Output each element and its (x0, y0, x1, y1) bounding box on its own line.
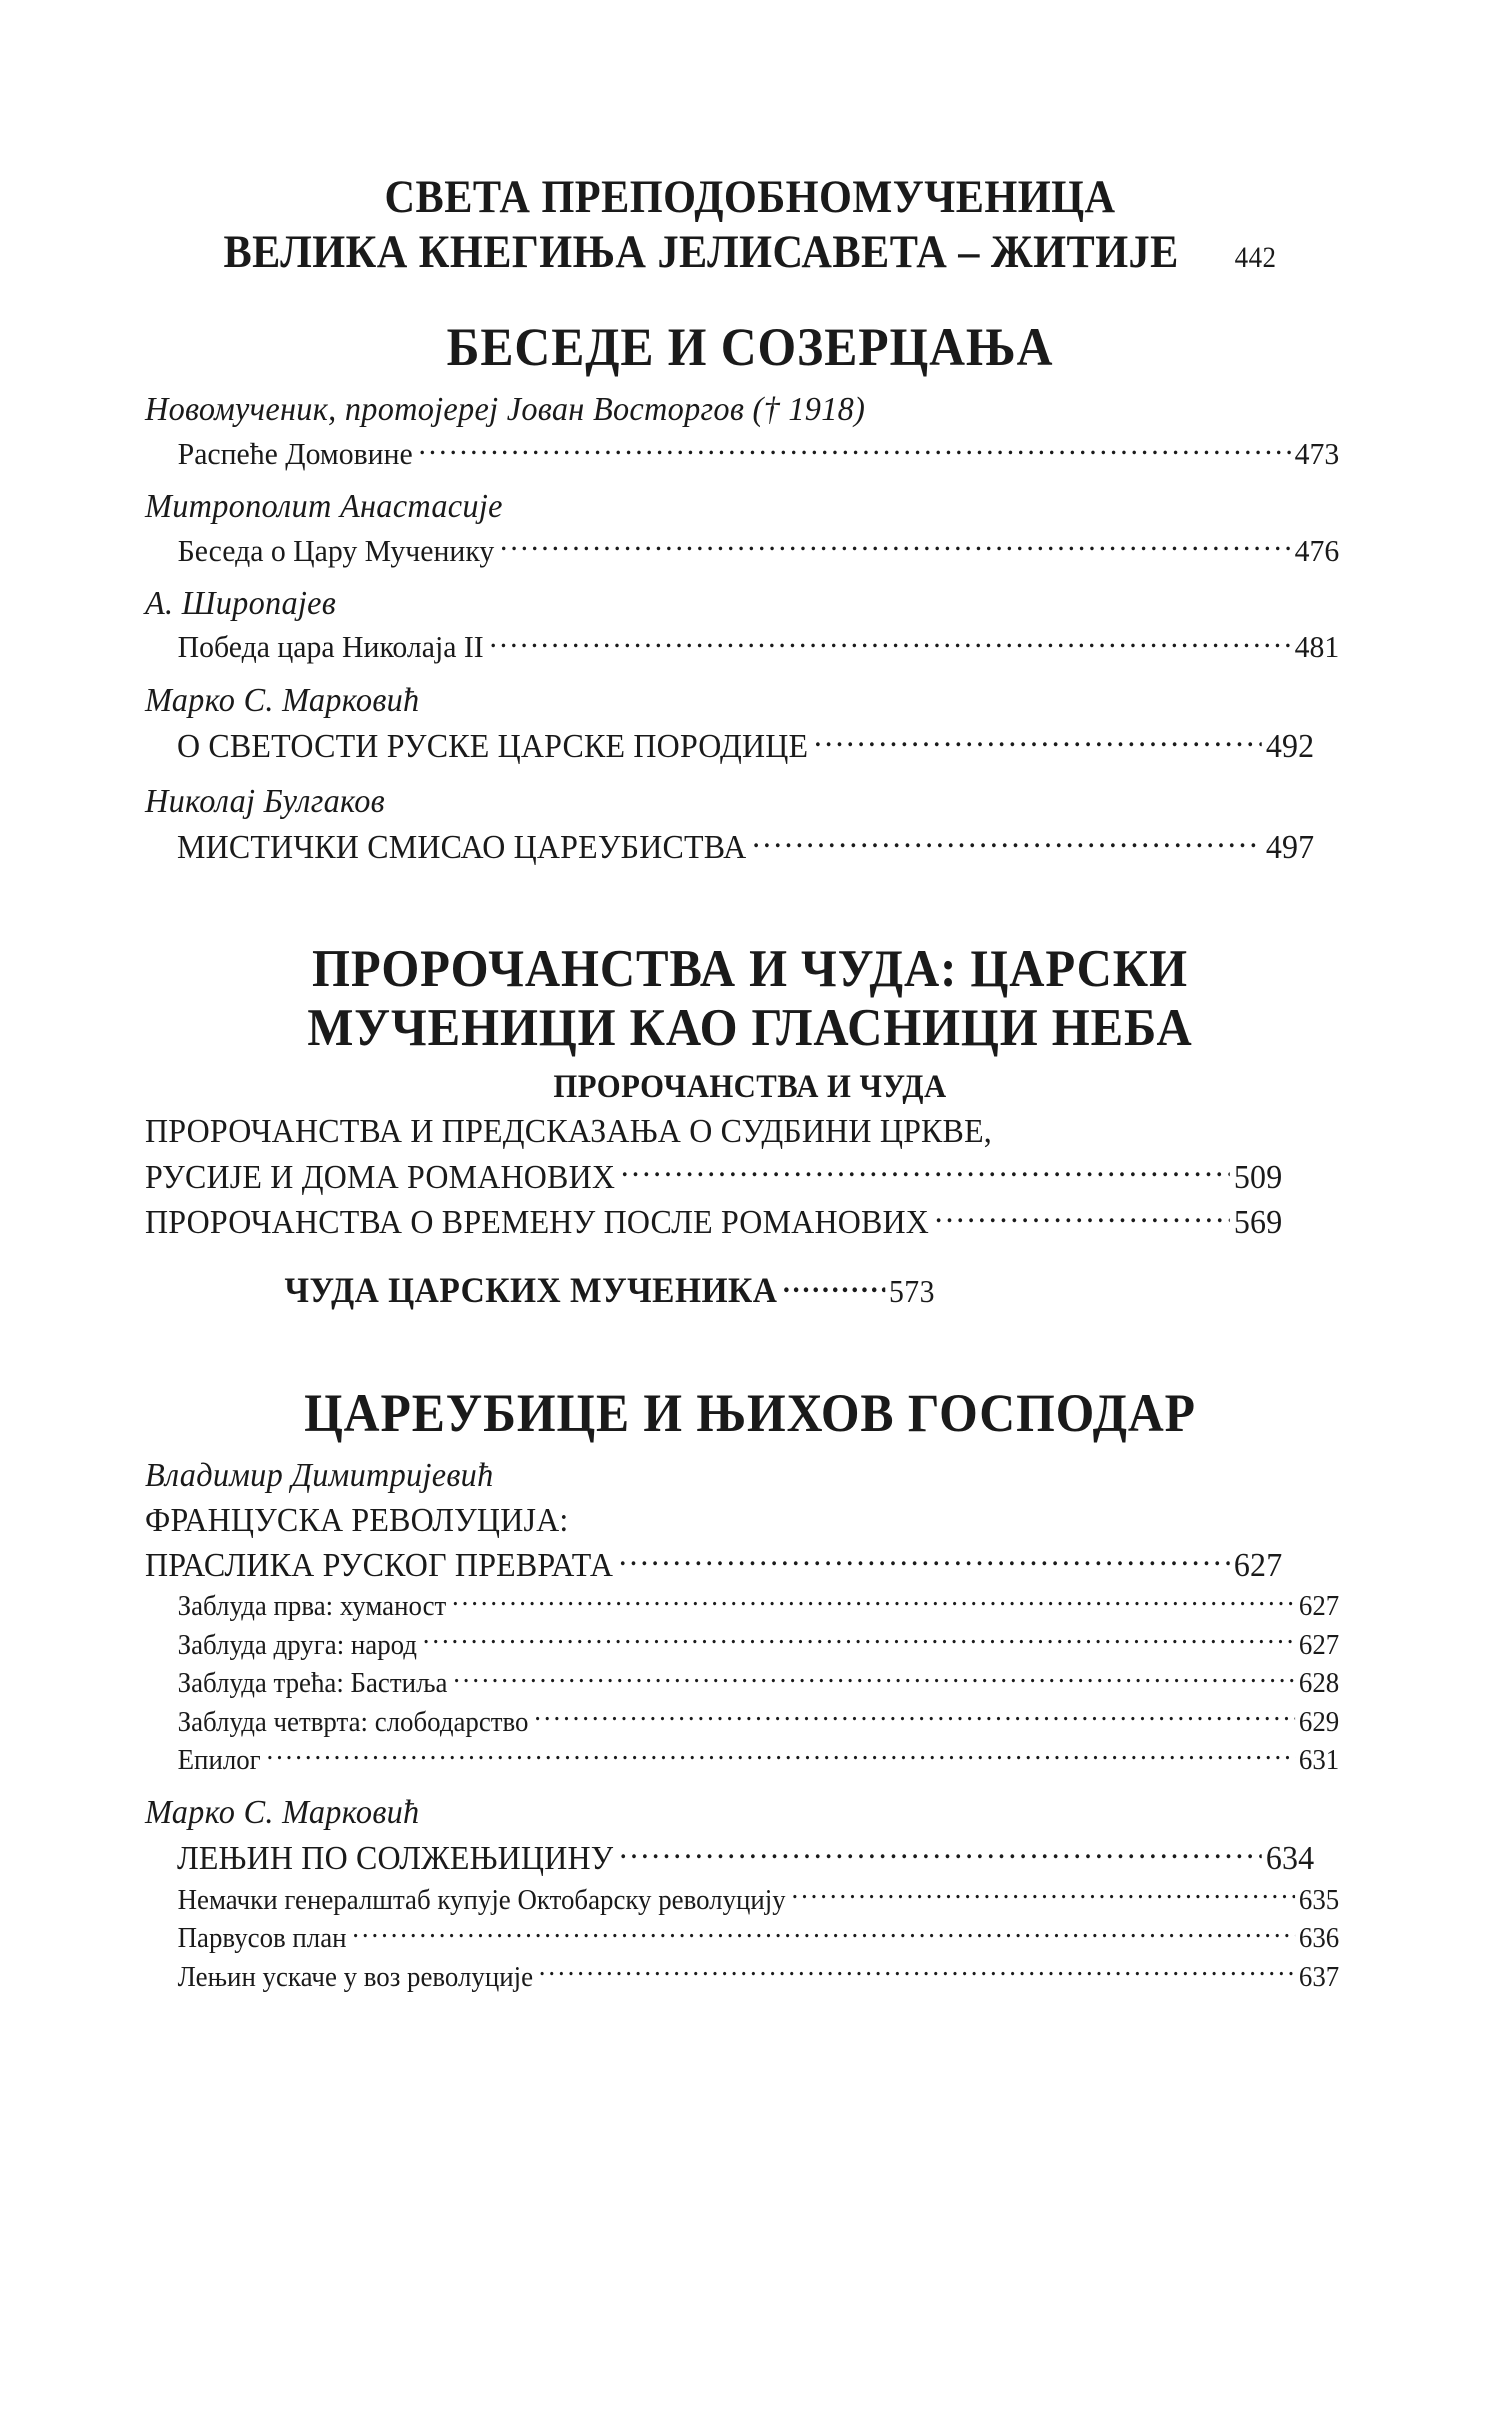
leader-dots (814, 723, 1262, 757)
toc-entry[interactable] (145, 1835, 1314, 1881)
toc-entry[interactable] (145, 1626, 1339, 1665)
author-name: А. Широпајев (145, 584, 337, 622)
toc-entry[interactable] (145, 1703, 1339, 1742)
author-name: Марко С. Марковић (145, 681, 420, 719)
page-number: 627 (1298, 1591, 1340, 1623)
page-number: 492 (1265, 728, 1315, 766)
toc-entry[interactable] (145, 1919, 1339, 1958)
toc-entry-title: Немачки генералштаб купује Октобарску револуцију (177, 1884, 786, 1916)
toc-entry[interactable] (145, 1664, 1339, 1703)
section-heading-line2: МУЧЕНИЦИ КАО ГЛАСНИЦИ НЕБА (307, 999, 1193, 1058)
toc-entry-title: Лењин ускаче у воз револуције (177, 1961, 534, 1993)
leader-dots (489, 626, 1290, 657)
page-number: 569 (1233, 1203, 1283, 1241)
leader-dots (352, 1919, 1295, 1947)
author-name: Митрополит Анастасије (145, 488, 503, 526)
subsection-heading-prorocanstva-i-cuda: ПРОРОЧАНСТВА И ЧУДА (553, 1068, 947, 1105)
leader-dots (752, 824, 1262, 858)
author-name: Владимир Димитријевић (145, 1457, 494, 1495)
page-number: 635 (1298, 1884, 1340, 1916)
toc-entry-title: Заблуда прва: хуманост (177, 1591, 447, 1623)
leader-dots (791, 1881, 1295, 1909)
page-number: 627 (1298, 1629, 1340, 1661)
spacer (145, 1313, 1355, 1347)
leader-dots (423, 1626, 1295, 1654)
page-number: 637 (1298, 1961, 1340, 1993)
leader-dots (534, 1703, 1295, 1731)
page-number: 628 (1298, 1668, 1340, 1700)
toc-entry-title: Епилог (177, 1745, 261, 1777)
page-number: 509 (1233, 1158, 1283, 1196)
toc-entry-title: Заблуда трећа: Бастиља (177, 1668, 448, 1700)
page-number: 442 (1234, 241, 1277, 275)
leader-dots (1181, 228, 1233, 268)
page-number: 476 (1294, 532, 1340, 568)
toc-entry[interactable] (145, 1741, 1339, 1780)
toc-entry[interactable] (145, 1881, 1339, 1920)
leader-dots (935, 1199, 1230, 1233)
leader-dots (539, 1958, 1295, 1986)
toc-entry-title: О СВЕТОСТИ РУСКЕ ЦАРСКЕ ПОРОДИЦЕ (176, 728, 809, 766)
author-name: Николај Булгаков (145, 782, 385, 820)
section-heading-prorocanstva (193, 940, 1306, 1059)
page-number: 497 (1265, 829, 1315, 867)
toc-entry-title: ПРОРОЧАНСТВА О ВРЕМЕНУ ПОСЛЕ РОМАНОВИХ (145, 1203, 930, 1241)
leader-dots (621, 1154, 1230, 1188)
toc-entry-title-continuation-row (145, 1542, 1282, 1587)
leader-dots (266, 1741, 1295, 1769)
page-number: 573 (888, 1272, 935, 1309)
toc-entry[interactable] (145, 824, 1314, 870)
toc-entry[interactable] (145, 1958, 1339, 1997)
toc-entry-title: Заблуда четврта: слободарство (177, 1706, 529, 1738)
leader-dots (452, 1587, 1295, 1615)
toc-entry-title: Беседа о Цару Мученику (177, 532, 495, 568)
leader-dots (500, 530, 1291, 561)
section-heading-careubice: ЦАРЕУБИЦЕ И ЊИХОВ ГОСПОДАР (304, 1382, 1196, 1443)
toc-entry-title-continuation: ПРАСЛИКА РУСКОГ ПРЕВРАТА (145, 1547, 614, 1585)
toc-entry-title: Заблуда друга: народ (177, 1629, 417, 1661)
toc-entry[interactable] (145, 530, 1339, 571)
toc-entry-title: ПРОРОЧАНСТВА И ПРЕДСКАЗАЊА О СУДБИНИ ЦРКВЕ, (145, 1113, 992, 1151)
toc-entry-title: Распеће Домовине (177, 435, 413, 471)
page-number: 631 (1298, 1745, 1340, 1777)
section-heading-line1: ПРОРОЧАНСТВА И ЧУДА: ЦАРСКИ (312, 939, 1188, 998)
toc-entry-title: Победа цара Николаја II (177, 629, 484, 665)
toc-entry-title: Парвусов план (177, 1923, 347, 1955)
page-number: 473 (1294, 435, 1340, 471)
toc-entry-title-continuation: РУСИЈЕ И ДОМА РОМАНОВИХ (145, 1158, 616, 1196)
toc-top-entry-line1: СВЕТА ПРЕПОДОБНОМУЧЕНИЦА (384, 171, 1116, 223)
toc-top-entry-line2: ВЕЛИКА КНЕГИЊА ЈЕЛИСАВЕТА – ЖИТИЈЕ (223, 226, 1179, 279)
toc-entry[interactable] (145, 723, 1314, 769)
leader-dots (783, 1266, 885, 1302)
page-number: 629 (1298, 1706, 1340, 1738)
toc-entry-title-continuation-row (145, 1154, 1282, 1199)
page-number: 481 (1294, 629, 1340, 665)
toc-top-entry (206, 170, 1295, 281)
toc-entry[interactable] (145, 1110, 1282, 1198)
page-number: 634 (1265, 1840, 1315, 1878)
section-heading-besede: БЕСЕДЕ И СОЗЕРЦАЊА (446, 316, 1054, 377)
leader-dots (418, 433, 1290, 464)
toc-entry-title: МИСТИЧКИ СМИСАО ЦАРЕУБИСТВА (176, 829, 747, 867)
toc-entry[interactable] (145, 626, 1339, 667)
toc-entry-title: ЛЕЊИН ПО СОЛЖЕЊИЦИНУ (176, 1840, 614, 1878)
toc-top-entry-line2-row (206, 225, 1295, 280)
toc-entry[interactable] (145, 1499, 1282, 1587)
leader-dots (619, 1835, 1262, 1869)
page-number: 627 (1233, 1547, 1283, 1585)
toc-entry[interactable] (145, 1199, 1282, 1244)
author-name: Марко С. Марковић (145, 1793, 420, 1831)
page-number: 636 (1298, 1923, 1340, 1955)
leader-dots (619, 1542, 1230, 1576)
toc-entry-title: ФРАНЦУСКА РЕВОЛУЦИЈА: (145, 1501, 569, 1539)
spacer (145, 870, 1355, 904)
toc-entry[interactable] (145, 433, 1339, 474)
author-name: Новомученик, протојереј Јован Восторгов († 1918) (145, 391, 866, 429)
toc-entry-cuda-carskih-mucenika[interactable] (145, 1266, 1410, 1313)
toc-entry-title: ЧУДА ЦАРСКИХ МУЧЕНИКА (284, 1269, 778, 1310)
leader-dots (453, 1664, 1295, 1692)
toc-entry[interactable] (145, 1587, 1339, 1626)
